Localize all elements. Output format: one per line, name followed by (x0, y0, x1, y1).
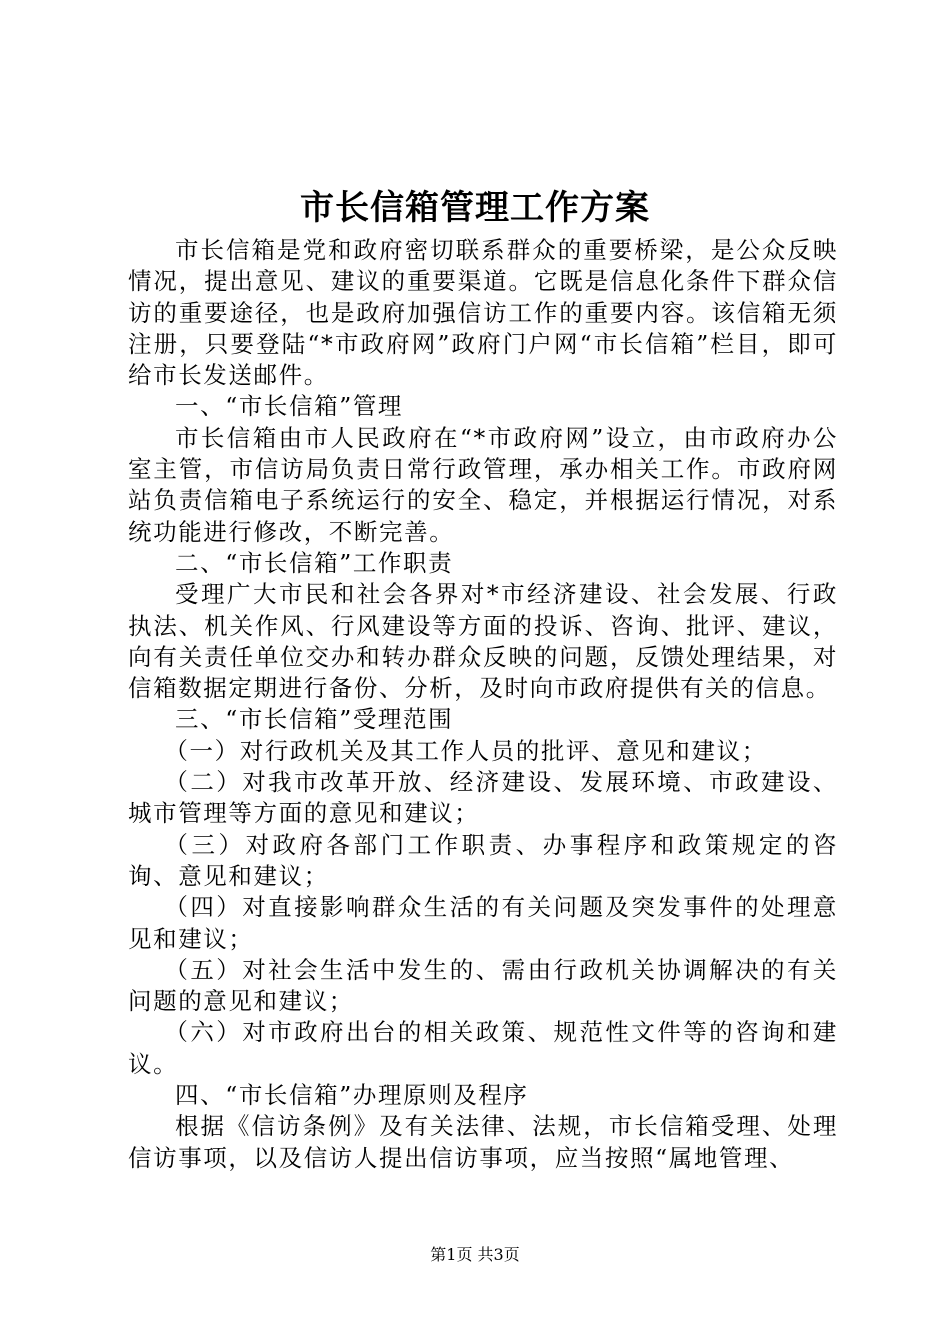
document-title: 市长信箱管理工作方案 (300, 188, 650, 228)
document-body (128, 235, 838, 1174)
list-item-scope-1: （一）对行政机关及其工作人员的批评、意见和建议； (164, 736, 767, 765)
paragraph-intro: 市长信箱是党和政府密切联系群众的重要桥梁，是公众反映情况，提出意见、建议的重要渠道。它既是信息化条件下群众信访的重要途径，也是政府加强信访工作的重要内容。该信箱无须注册，只要登陆“*市政府网”政府门户网“市长信箱”栏目，即可给市长发送邮件。 (128, 236, 838, 390)
heading-section-1: 一、“市长信箱”管理 (175, 392, 404, 421)
list-item-scope-5: （五）对社会生活中发生的、需由行政机关协调解决的有关问题的意见和建议； (128, 955, 838, 1016)
page-footer: 第1页 共3页 (430, 1245, 520, 1264)
paragraph-section-4: 根据《信访条例》及有关法律、法规，市长信箱受理、处理信访事项，以及信访人提出信访事项，应当按照“属地管理、 (128, 1112, 838, 1172)
list-item-scope-3: （三）对政府各部门工作职责、办事程序和政策规定的咨询、意见和建议； (128, 830, 838, 890)
heading-section-3: 三、“市长信箱”受理范围 (175, 705, 454, 734)
heading-section-4: 四、“市长信箱”办理原则及程序 (175, 1081, 529, 1110)
paragraph-section-2: 受理广大市民和社会各界对*市经济建设、社会发展、行政执法、机关作风、行风建设等方面的投诉、咨询、批评、建议，向有关责任单位交办和转办群众反映的问题，反馈处理结果，对信箱数据定期进行备份、分析，及时向市政府提供有关的信息。 (128, 580, 838, 703)
list-item-scope-2: （二）对我市改革开放、经济建设、发展环境、市政建设、城市管理等方面的意见和建议； (128, 768, 838, 828)
list-item-scope-6: （六）对市政府出台的相关政策、规范性文件等的咨询和建议。 (128, 1018, 838, 1078)
list-item-scope-4: （四）对直接影响群众生活的有关问题及突发事件的处理意见和建议； (128, 893, 838, 953)
heading-section-2: 二、“市长信箱”工作职责 (175, 548, 454, 577)
paragraph-section-1: 市长信箱由市人民政府在“*市政府网”设立，由市政府办公室主管，市信访局负责日常行政管理，承办相关工作。市政府网站负责信箱电子系统运行的安全、稳定，并根据运行情况，对系统功能进行修改，不断完善。 (128, 423, 838, 546)
